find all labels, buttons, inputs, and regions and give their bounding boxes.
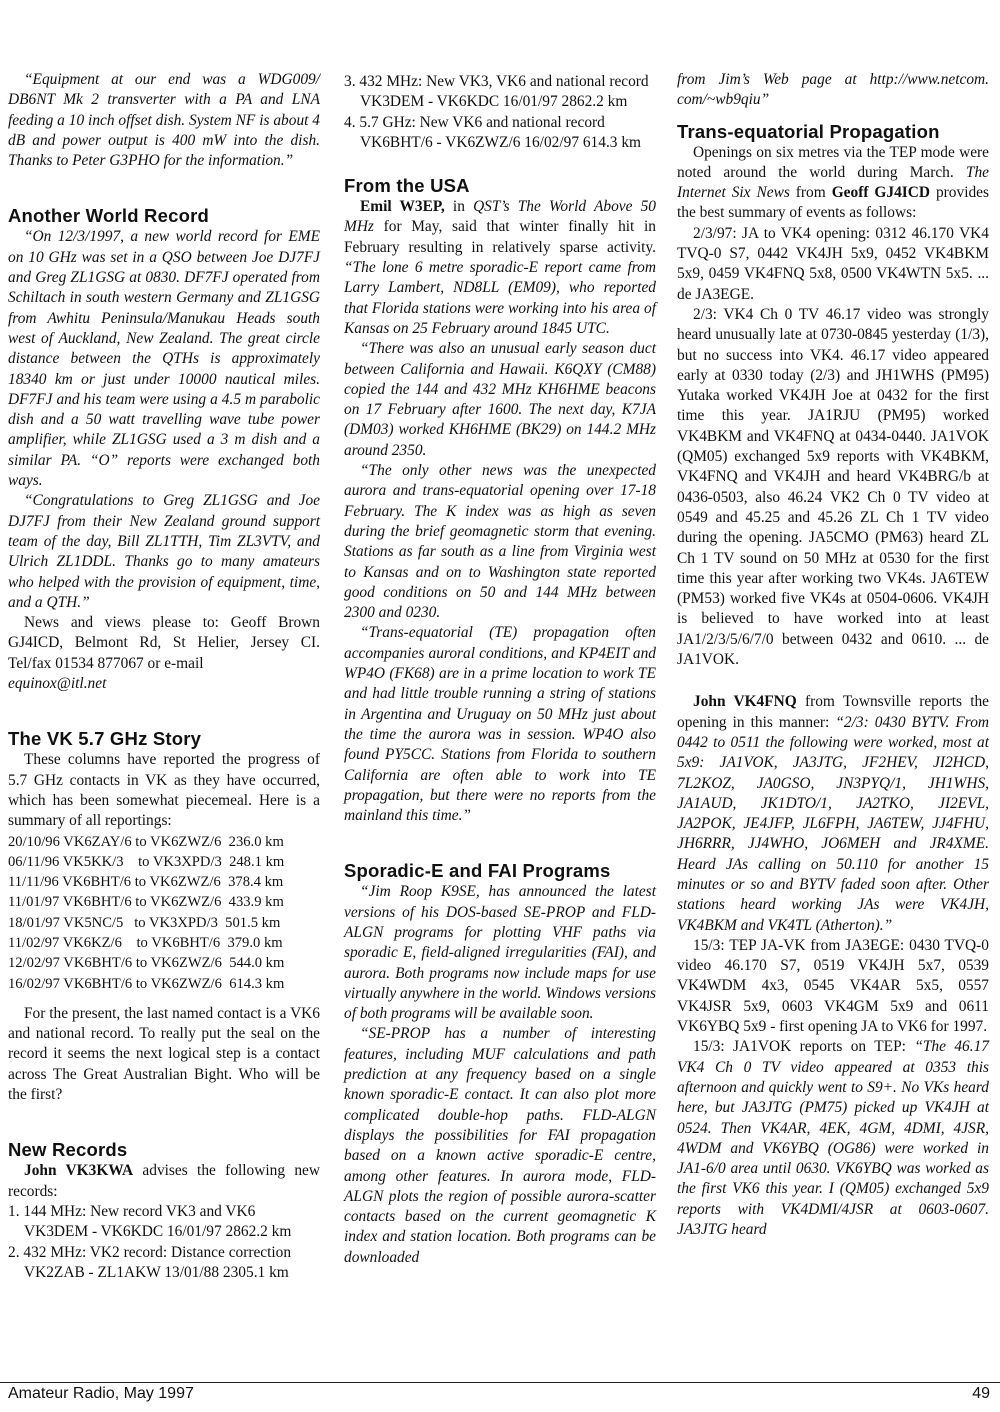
heading-from-the-usa: From the USA — [344, 175, 470, 197]
heading-trans-equatorial: Trans-equatorial Propagation — [677, 120, 940, 142]
tep-p4-text: from Townsville reports the opening in this manner: — [677, 693, 989, 731]
tep-p4 — [677, 692, 989, 936]
tep-p4-quote: “2/3: 0430 BYTV. From 0442 to 0511 the following were worked, most at 5x9: JA1VOK, JA3JTG, JF2HEV, JI2HCD, 7L2KOZ, JA0GSO, JN3PYQ/1, JH1WHS, JA1AUD, JK1DTO/1, JA2TKO, JI2EVL, JA2POK, JE4JFP, JL6FPH, JA6TEW, JJ4FHU, JH6RRR, JJ4WHO, JO6MEH and JR4XME. Heard JAs calling on 50.110 for another 15 minutes or so and BYTV faded soon after. Other stations heard working JAs were VK4JH, VK4BKM and VK4TL (Atherton).” — [677, 713, 990, 934]
vk57-p2: For the present, the last named contact is a VK6 and national record. To really put the seal on the record it seems the next logical step is a contact across The Great Australian Bight. Who will be the first? — [8, 1004, 320, 1104]
heading-new-records: New Records — [8, 1139, 128, 1161]
heading-vk57-story: The VK 5.7 GHz Story — [8, 728, 202, 750]
usa-p1 — [344, 197, 656, 339]
heading-sporadic-e-fai: Sporadic-E and FAI Programs — [344, 860, 611, 882]
tep-p1-text-2: from — [789, 184, 832, 202]
new-records-intro — [8, 1161, 320, 1202]
tep-p6-text: 15/3: JA1VOK reports on TEP: — [693, 1038, 915, 1056]
world-record-p3: News and views please to: Geoff Brown GJ4ICD, Belmont Rd, St Helier, Jersey CI. Tel/fax 01534 877067 or e-mail — [8, 614, 320, 672]
usa-p1-text: in — [444, 198, 474, 216]
tep-p1-text-3: provides the best summary of events as follows: — [677, 184, 989, 222]
table-row: 11/11/96 VK6BHT/6 to VK6ZWZ/6 378.4 km — [8, 874, 284, 891]
author-name: John VK3KWA — [24, 1162, 134, 1180]
table-row: 18/01/97 VK5NC/5 to VK3XPD/3 501.5 km — [8, 914, 281, 931]
continued-text: from Jim’s Web page at http://www.netcom. com/~wb9qiu” — [677, 71, 989, 109]
usa-p4: “Trans-equatorial (TE) propagation often accompanies auroral conditions, and KP4EIT and WP4O (FK68) are in a prime location to work TE and had little trouble running a string of stations in Argentina and Uruguay on 50 MHz just about the time the aurora was in session. WP4O also found PY5CC. Stations from Florida to southern California are often able to work into TE propagation, but there were no reports from the mainland this time.” — [344, 624, 656, 825]
author-name: John VK4FNQ — [693, 693, 797, 711]
new-records-intro-text: advises the following new records: — [8, 1162, 320, 1200]
column-2 — [344, 72, 656, 1268]
table-row: 20/10/96 VK6ZAY/6 to VK6ZWZ/6 236.0 km — [8, 833, 284, 850]
tep-p1-text: Openings on six metres via the TEP mode were noted around the world during March. — [677, 143, 989, 181]
fai-p2: “SE-PROP has a number of interesting features, including MUF calculations and path prediction at any frequency based on a single known sporadic-E contact. It can also plot more complicated double-hop paths. FLD-ALGN displays the possibilities for FAI propagation based on a known active sporadic-E centre, among other features. In aurora mode, FLD-ALGN plots the region of possible aurora-scatter contacts based on the current geomagnetic K index and station location. Both programs can be downloaded — [344, 1025, 656, 1266]
record-1-detail: VK3DEM - VK6KDC 16/01/97 2862.2 km — [24, 1223, 292, 1241]
record-2 — [8, 1243, 320, 1284]
record-1-title: 1. 144 MHz: New record VK3 and VK6 — [8, 1202, 256, 1220]
tep-p3: 2/3: VK4 Ch 0 TV 46.17 video was strongly heard unusually late at 0730-0845 yesterday (1/3), but no success into VK4. 46.17 video appeared early at 0330 today (2/3) and JH1WHS (PM95) Yutaka worked VK4JH Joe at 0432 for the first time this year. JA1RJU (PM95) worked VK4BKM and VK4FNQ at 0434-0440. JA1VOK (QM05) exchanged 5x9 reports with VK4BKM, VK4FNQ and VK4JH and heard VK4BRG/b at 0436-0503, also 46.24 VK2 Ch 0 TV video at 0549 and 45.25 and 45.26 ZL Ch 1 TV video during the opening. JA5CMO (PM63) heard ZL Ch 1 TV sound on 50 MHz at 0530 for the first time this year after working two VK4s. JA6TEW (PM53) worked five VK4s at 0504-0606. VK4JH is believed to have worked into at least JA1/2/3/5/6/7/0 between 0432 and 0610. ... de JA1VOK. — [677, 305, 989, 669]
usa-p1-quote: “The lone 6 metre sporadic-E report came from Larry Lambert, ND8LL (EM09), who reported that Florida stations were working into his area of Kansas on 25 February around 1845 UTC. — [344, 259, 656, 337]
contact-email: equinox@itl.net — [8, 675, 107, 693]
tep-p1 — [677, 143, 989, 224]
fai-p1: “Jim Roop K9SE, has announced the latest versions of his DOS-based SE-PROP and FLD-ALGN programs for plotting VHF paths via sporadic E, field-aligned irregularities (FAI), and aurora. Both programs now include maps for use virtually anywhere in the world. Windows versions of both programs will be available soon. — [344, 883, 656, 1023]
record-2-detail: VK2ZAB - ZL1AKW 13/01/88 2305.1 km — [24, 1263, 289, 1281]
table-row: 16/02/97 VK6BHT/6 to VK6ZWZ/6 614.3 km — [8, 975, 285, 992]
record-3-detail: VK3DEM - VK6KDC 16/01/97 2862.2 km — [360, 93, 628, 111]
usa-p2: “There was also an unusual early season duct between California and Hawaii. K6QXY (CM88) copied the 144 and 432 MHz KH6HME beacons on 17 February after 1600. The next day, K7JA (DM03) worked KH6HME (BK29) on 144.2 MHz around 2350. — [344, 340, 656, 459]
record-4 — [344, 113, 656, 154]
record-3-title: 3. 432 MHz: New VK3, VK6 and national record — [344, 73, 649, 90]
record-4-detail: VK6BHT/6 - VK6ZWZ/6 16/02/97 614.3 km — [360, 133, 642, 151]
record-2-title: 2. 432 MHz: VK2 record: Distance correction — [8, 1243, 292, 1261]
tep-p6 — [677, 1037, 989, 1240]
world-record-p2: “Congratulations to Greg ZL1GSG and Joe DJ7FJ from their New Zealand ground support team of the day, Bill ZL1TTH, Tim ZL3VTV, and Ulrich ZL1DDL. Thanks go to many amateurs who helped with the provision of equipment, time, and a QTH.” — [8, 492, 320, 611]
usa-p1-text-2: for May, said that winter finally hit in February resulting in relatively sparse activity. — [344, 218, 656, 256]
footer-publication: Amateur Radio, May 1997 — [8, 1385, 194, 1402]
column-1 — [8, 70, 320, 1283]
page-footer — [8, 1385, 990, 1409]
record-4-title: 4. 5.7 GHz: New VK6 and national record — [344, 113, 605, 131]
record-3 — [344, 72, 656, 113]
newsletter-title: The Internet Six News — [677, 163, 989, 202]
column-3 — [677, 70, 989, 1240]
footer-divider — [0, 1382, 1000, 1383]
usa-p3: “The only other news was the unexpected aurora and trans-equatorial opening over 17-18 February. The K index was as high as seven during the brief geomagnetic storm that evening. Stations as far south as a line from Virginia west to Kansas and on to Washington state reported good conditions on 50 and 144 MHz between 2300 and 0230. — [344, 462, 656, 622]
table-row: 11/02/97 VK6KZ/6 to VK6BHT/6 379.0 km — [8, 934, 283, 951]
tep-p2: 2/3/97: JA to VK4 opening: 0312 46.170 VK4 TVQ-0 S7, 0442 VK4JH 5x9, 0452 VK4BKM 5x9, 0459 VK4FNQ 5x8, 0500 VK4WTN 5x5. ... de JA3EGE. — [677, 224, 989, 303]
author-name: Emil W3EP, — [360, 198, 445, 216]
tep-p5: 15/3: TEP JA-VK from JA3EGE: 0430 TVQ-0 video 46.170 S7, 0519 VK4JH 5x7, 0539 VK4WDM 4x3, 0545 VK4AR 5x5, 0557 VK4JSR 5x9, 0603 VK4GM 5x9 and 0611 VK6YBQ 5x9 - first opening JA to VK6 for 1997. — [677, 936, 989, 1036]
vk57-p1: These columns have reported the progress of 5.7 GHz contacts in VK as they have occurred, which has been somewhat piecemeal. Here is a summary of all reportings: — [8, 751, 320, 830]
tep-p6-quote: “The 46.17 VK4 Ch 0 TV video appeared at 0353 this afternoon and quickly went to S9+. No VKs heard here, but JA3JTG (PM75) picked up VK4JH at 0524. Then VK4AR, 4EK, 4GM, 4DMI, 4JSR, 4WDM and VK6YBQ (OG86) were worked in JA1-6/0 area until 0630. VK6YBQ was worked as the first VK6 this year. I (QM05) exchanged 5x9 reports with VK4DMI/4JSR at 0603-0607. JA3JTG heard — [677, 1038, 989, 1239]
heading-another-world-record: Another World Record — [8, 205, 209, 227]
vk57-contact-table — [8, 832, 320, 994]
world-record-p1: “On 12/3/1997, a new world record for EME on 10 GHz was set in a QSO between Joe DJ7FJ and Greg ZL1GSG at 0830. DF7FJ operated from Schiltach in south western Germany and ZL1GSG from Awhitu Peninsula/Manukau Heads south west of Auckland, New Zealand. The great circle distance between the QTHs is approximately 18340 km or just under 10000 nautical miles. DF7FJ and his team were using a 4.5 m parabolic dish and a 50 watt travelling wave tube power amplifier, while ZL1GSG used a 3 m dish and a similar PA. “O” reports were exchanged both ways. — [8, 228, 320, 490]
table-row: 11/01/97 VK6BHT/6 to VK6ZWZ/6 433.9 km — [8, 894, 284, 911]
author-name: Geoff GJ4ICD — [831, 184, 931, 202]
table-row: 06/11/96 VK5KK/3 to VK3XPD/3 248.1 km — [8, 853, 285, 870]
table-row: 12/02/97 VK6BHT/6 to VK6ZWZ/6 544.0 km — [8, 955, 285, 972]
magazine-title: QST’s The World Above 50 MHz — [344, 198, 656, 236]
intro-quote: “Equipment at our end was a WDG009/ DB6NT Mk 2 transverter with a PA and LNA feeding a 10 inch offset dish. System NF is about 4 dB and power output is 400 mW into the dish. Thanks to Peter G3PHO for the information.” — [8, 71, 320, 170]
record-1 — [8, 1202, 320, 1243]
page-number: 49 — [972, 1385, 990, 1402]
